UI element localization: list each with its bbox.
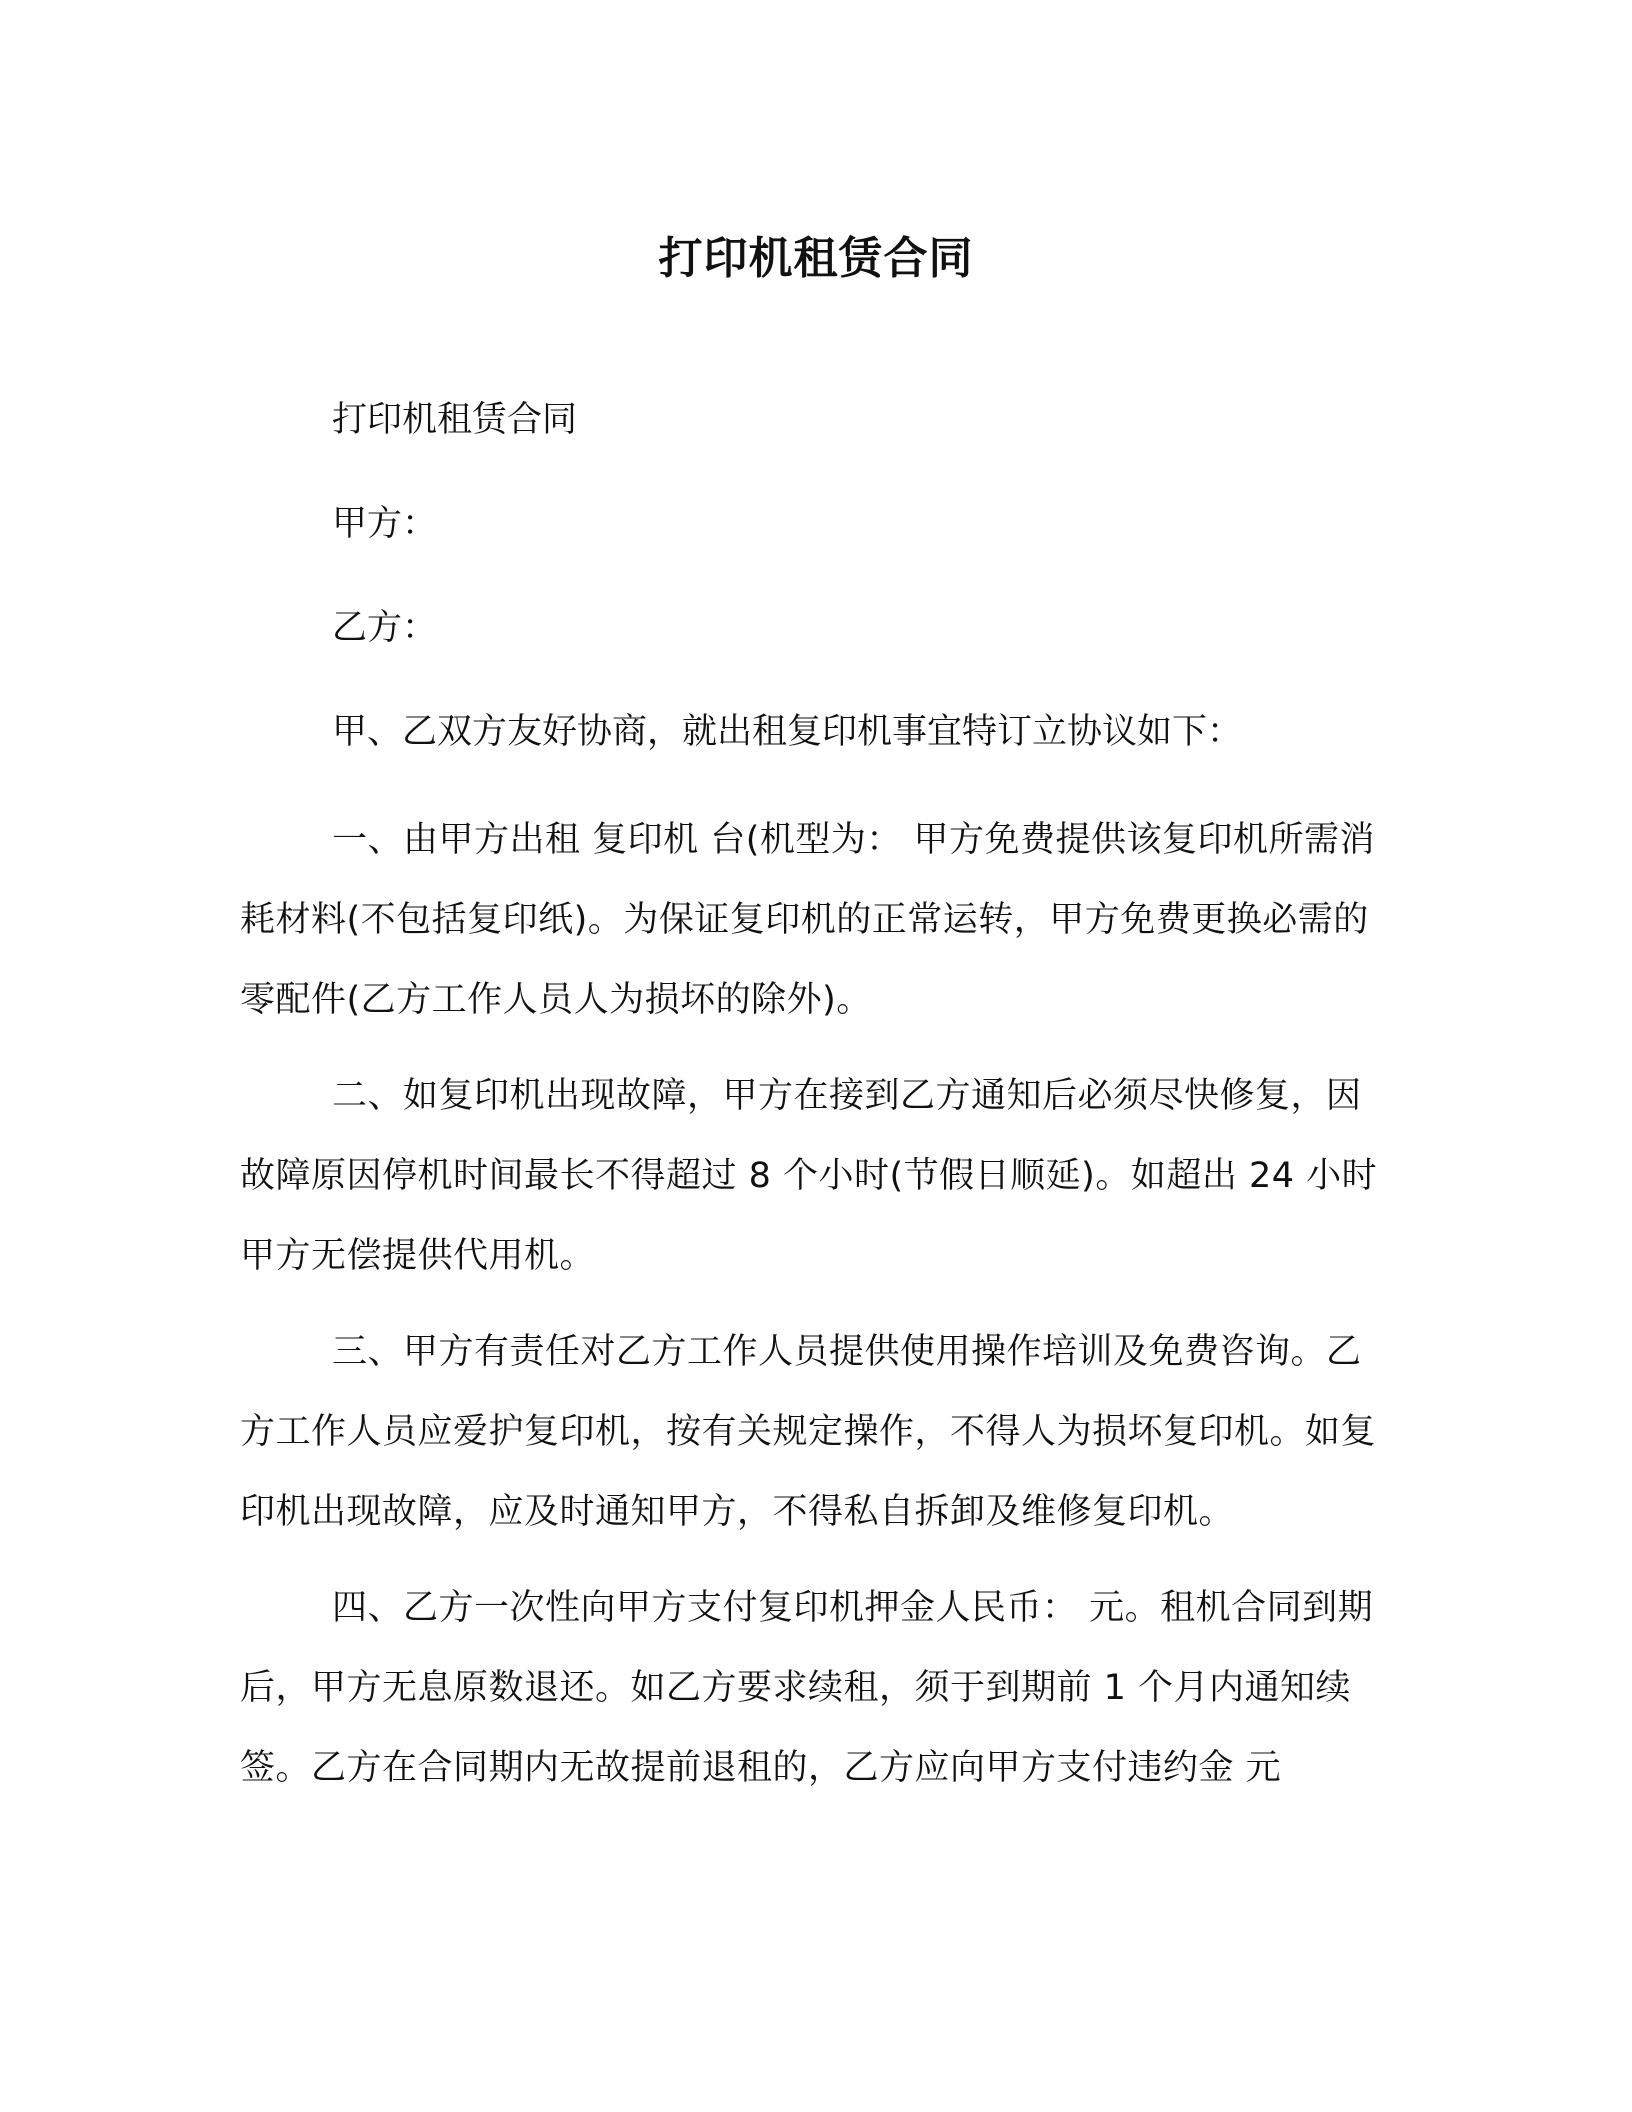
document-title: 打印机租赁合同 bbox=[658, 233, 974, 284]
clause-1-paragraph: 一、由甲方出租 复印机 台(机型为： 甲方免费提供该复印机所需消耗材料(不包括复印纸)。为保证复印机的正常运转，甲方免费更换必需的零配件(乙方工作人员人为损坏的除外)。 bbox=[240, 820, 1376, 1020]
party-a-label: 甲方： bbox=[332, 504, 438, 544]
clause-2-paragraph: 二、如复印机出现故障，甲方在接到乙方通知后必须尽快修复，因故障原因停机时间最长不得超过 8 个小时(节假日顺延)。如超出 24 小时甲方无偿提供代用机。 bbox=[240, 1076, 1378, 1276]
clause-3-paragraph: 三、甲方有责任对乙方工作人员提供使用操作培训及免费咨询。乙方工作人员应爱护复印机，按有关规定操作，不得人为损坏复印机。如复印机出现故障，应及时通知甲方，不得私自拆卸及维修复印机。 bbox=[240, 1332, 1377, 1532]
party-b-label: 乙方： bbox=[332, 608, 438, 648]
clause-4-paragraph: 四、乙方一次性向甲方支付复印机押金人民币： 元。租机合同到期后，甲方无息原数退还。如乙方要求续租，须于到期前 1 个月内通知续签。乙方在合同期内无故提前退租的，乙方应向甲方支付违约金 元 bbox=[240, 1588, 1374, 1788]
contract-subtitle: 打印机租赁合同 bbox=[332, 400, 578, 440]
intro-paragraph: 甲、乙双方友好协商，就出租复印机事宜特订立协议如下： bbox=[332, 712, 1243, 752]
